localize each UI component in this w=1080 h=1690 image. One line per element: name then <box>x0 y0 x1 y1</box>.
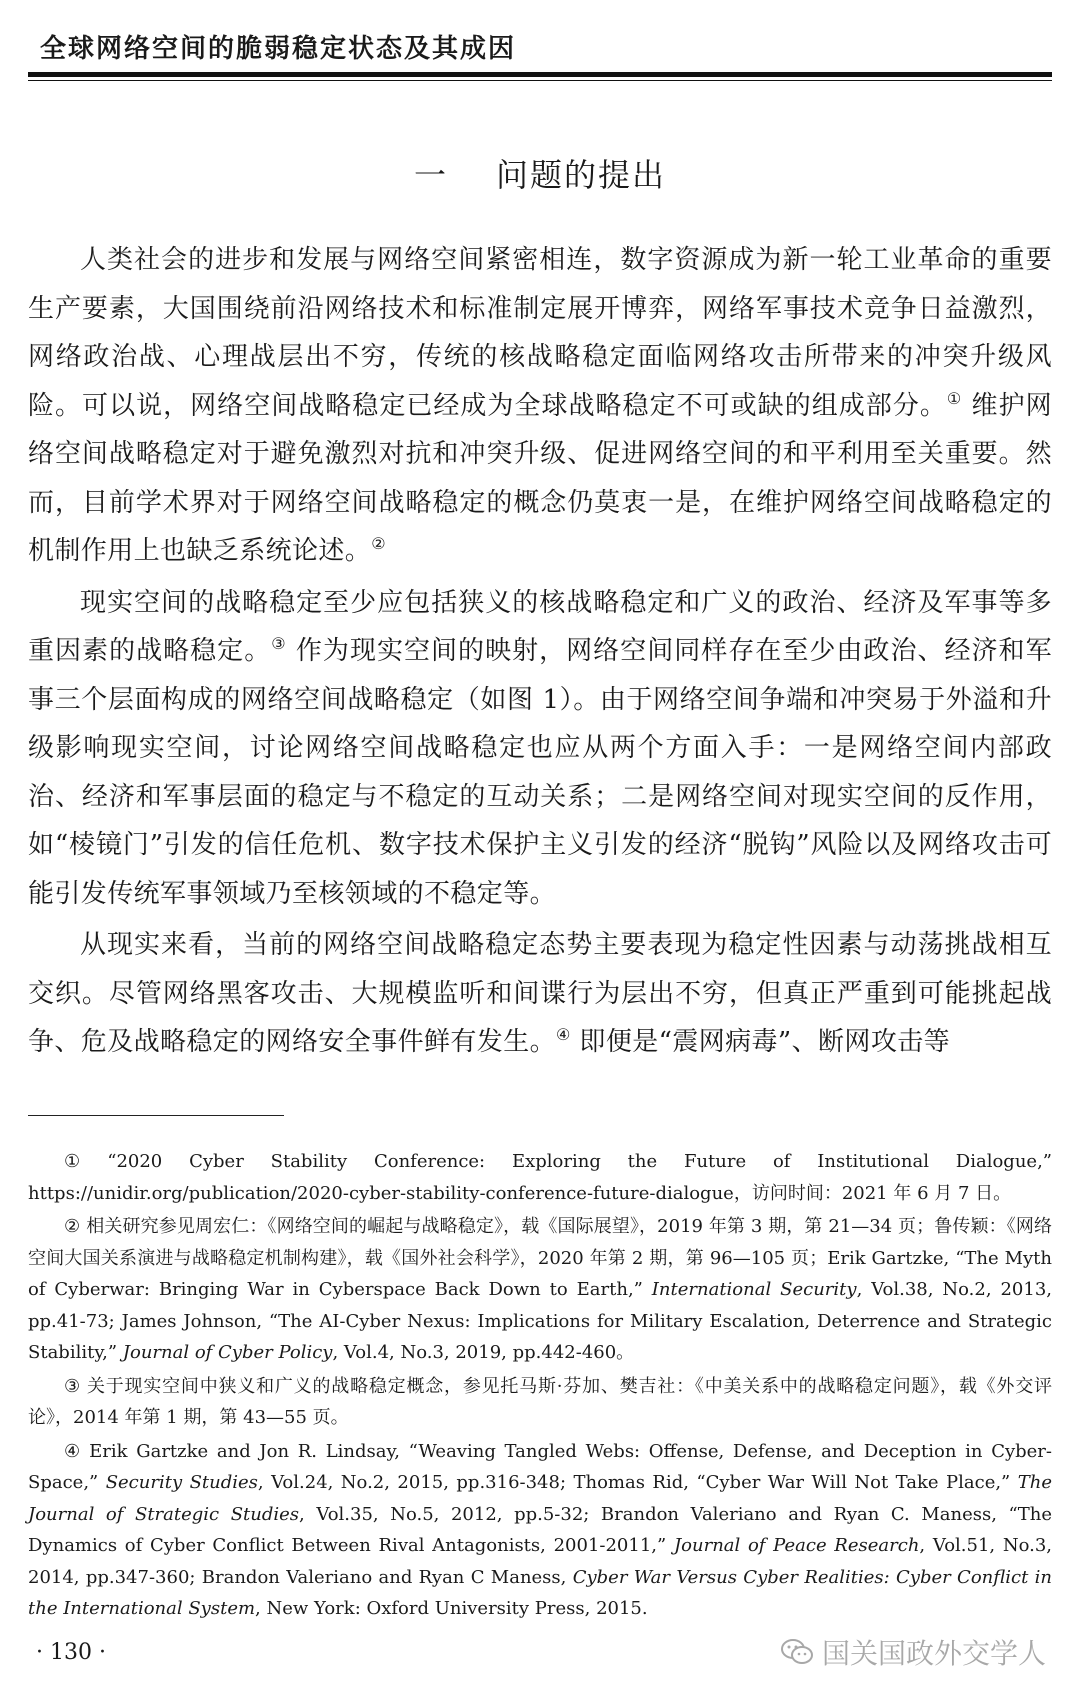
journal-title: Journal of Peace Research <box>673 1535 920 1556</box>
footnote-mark: ④ <box>64 1440 84 1462</box>
footnote-text: “2020 Cyber Stability Conference: Exploring the Future of Institutional Dialogue,” https://unidir.org/publication/2020-cyber-stability-conference-future-dialogue，访问时间：2021 年 6 月 7 日。 <box>28 1151 1052 1204</box>
header-rule <box>28 72 1052 77</box>
paragraph-2 <box>28 579 1052 919</box>
paragraph-text: 人类社会的进步和发展与网络空间紧密相连，数字资源成为新一轮工业革命的重要生产要素，大国围绕前沿网络技术和标准制定展开博弈，网络军事技术竞争日益激烈，网络政治战、心理战层出不穷，传统的核战略稳定面临网络攻击所带来的冲突升级风险。可以说，网络空间战略稳定已经成为全球战略稳定不可或缺的组成部分。 <box>28 245 1052 421</box>
footnote-ref-2[interactable]: ② <box>371 534 386 553</box>
body-text <box>28 236 1052 1070</box>
footnotes <box>28 1146 1052 1627</box>
footnote-mark: ③ <box>64 1375 81 1397</box>
footnote-separator <box>28 1115 284 1116</box>
journal-title: Journal of Cyber Policy <box>122 1342 333 1363</box>
journal-title: The Journal of Strategic Studies <box>28 1472 1052 1525</box>
footnote-text: , Vol.24, No.2, 2015, pp.316-348; Thomas Rid, “Cyber War Will Not Take Place,” <box>257 1472 1011 1493</box>
footnote-text: , Vol.4, No.3, 2019, pp.442-460。 <box>332 1342 635 1363</box>
paragraph-text: 维护网络空间战略稳定对于避免激烈对抗和冲突升级、促进网络空间的和平利用至关重要。然而，目前学术界对于网络空间战略稳定的概念仍莫衷一是，在维护网络空间战略稳定的机制作用上也缺乏系统论述。 <box>28 390 1052 566</box>
section-number: 一 <box>413 156 448 194</box>
section-title-text: 问题的提出 <box>496 156 667 194</box>
running-header: 全球网络空间的脆弱稳定状态及其成因 <box>40 34 517 64</box>
footnote-text: Erik Gartzke and Jon R. Lindsay, “Weaving Tangled Webs: Offense, Defense, and Deception in Cyber-Space,” <box>28 1440 1052 1493</box>
book-title: Cyber War Versus Cyber Realities: Cyber Conflict in the International System <box>28 1566 1052 1619</box>
journal-title: International Security <box>651 1279 857 1300</box>
page-number: · 130 · <box>36 1640 106 1665</box>
watermark-text: 国关国政外交学人 <box>821 1637 1046 1670</box>
paragraph-text: 即便是“震网病毒”、断网攻击等 <box>570 1027 951 1057</box>
footnote-text: 相关研究参见周宏仁：《网络空间的崛起与战略稳定》，载《国际展望》，2019 年第 3 期，第 21—34 页；鲁传颖：《网络空间大国关系演进与战略稳定机制构建》，载《国外社会科学》，2020 年第 2 期，第 96—105 页；Erik Gartzke, “The Myth of Cyberwar: Bringing War in Cyberspace Back Down to Earth,” <box>28 1216 1052 1300</box>
footnote-2 <box>28 1211 1052 1369</box>
paragraph-text: 现实空间的战略稳定至少应包括狭义的核战略稳定和广义的政治、经济及军事等多重因素的战略稳定。 <box>28 587 1052 666</box>
wechat-icon <box>780 1638 814 1666</box>
footnote-ref-4[interactable]: ④ <box>556 1025 571 1044</box>
section-title <box>0 150 1080 196</box>
journal-title: Security Studies <box>105 1472 258 1493</box>
footnote-3 <box>28 1371 1052 1434</box>
footnote-text: , Vol.51, No.3, 2014, pp.347-360; Brandon Valeriano and Ryan C Maness, <box>28 1535 1053 1588</box>
footnote-text: , New York: Oxford University Press, 2015. <box>255 1598 648 1619</box>
footnote-text: 关于现实空间中狭义和广义的战略稳定概念，参见托马斯·芬加、樊吉社：《中美关系中的战略稳定问题》，载《外交评论》，2014 年第 1 期，第 43—55 页。 <box>28 1375 1052 1428</box>
paragraph-3 <box>28 921 1052 1067</box>
footnote-text: , Vol.35, No.5, 2012, pp.5-32; Brandon Valeriano and Ryan C. Maness, “The Dynamics of Cyber Conflict Between Rival Antagonists, 2001-2011,” <box>28 1503 1052 1556</box>
footnote-ref-3[interactable]: ③ <box>271 634 287 653</box>
paragraph-1 <box>28 236 1052 576</box>
header-rule-thin <box>28 80 1052 81</box>
footnote-4 <box>28 1436 1052 1625</box>
footnote-text: , Vol.38, No.2, 2013, pp.41-73; James Johnson, “The AI-Cyber Nexus: Implications for Military Escalation, Deterrence and Strategic Stability,” <box>28 1279 1052 1363</box>
paragraph-text: 从现实来看，当前的网络空间战略稳定态势主要表现为稳定性因素与动荡挑战相互交织。尽管网络黑客攻击、大规模监听和间谍行为层出不穷，但真正严重到可能挑起战争、危及战略稳定的网络安全事件鲜有发生。 <box>28 930 1052 1057</box>
watermark <box>780 1632 1046 1672</box>
footnote-1 <box>28 1146 1052 1209</box>
paragraph-text: 作为现实空间的映射，网络空间同样存在至少由政治、经济和军事三个层面构成的网络空间战略稳定（如图 1）。由于网络空间争端和冲突易于外溢和升级影响现实空间，讨论网络空间战略稳定也应从两个方面入手：一是网络空间内部政治、经济和军事层面的稳定与不稳定的互动关系；二是网络空间对现实空间的反作用，如“棱镜门”引发的信任危机、数字技术保护主义引发的经济“脱钩”风险以及网络攻击可能引发传统军事领域乃至核领域的不稳定等。 <box>28 636 1052 909</box>
footnote-ref-1[interactable]: ① <box>946 388 963 408</box>
footnote-mark: ① <box>64 1151 102 1172</box>
footnote-mark: ② <box>64 1216 81 1237</box>
